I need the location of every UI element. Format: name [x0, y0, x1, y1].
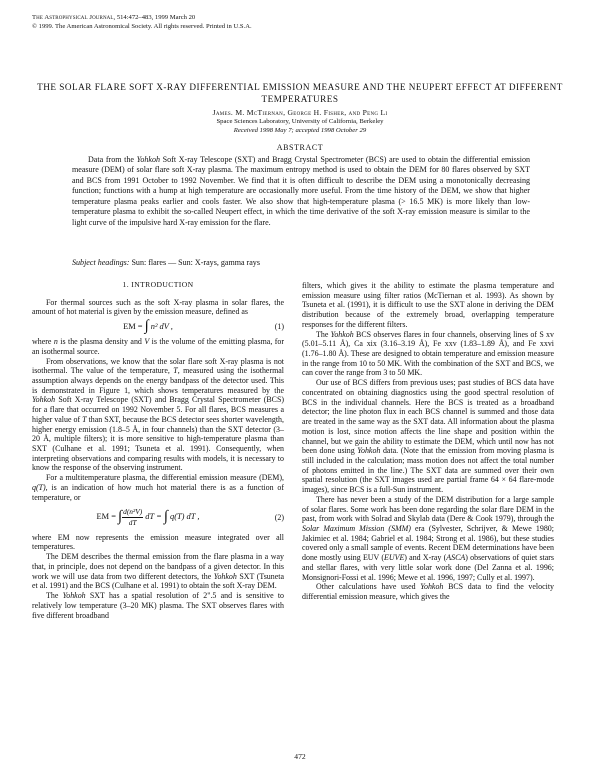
paper-title: THE SOLAR FLARE SOFT X-RAY DIFFERENTIAL EMISSION MEASURE AND THE NEUPERT EFFECT AT DIFFERENT TEMPERATURES [37, 82, 563, 104]
italic-run: T [173, 366, 178, 376]
paragraph [32, 473, 284, 502]
equation-rhs: q(T) dT , [167, 512, 200, 522]
affiliation: Space Sciences Laboratory, University of California, Berkeley [216, 118, 384, 125]
text-run: The [46, 591, 63, 601]
journal-name: The Astrophysical Journal [32, 14, 114, 21]
fraction-denominator: dT [128, 518, 137, 528]
page-number: 472 [294, 752, 306, 761]
integral-symbol: ∫ [163, 508, 168, 525]
fraction-numerator: d(n²V) [123, 507, 143, 517]
equation-lhs: EM = [123, 322, 145, 332]
subject-headings-label: Subject headings: [72, 258, 130, 267]
equation-body [32, 507, 264, 527]
text-run: There has never been a study of the DEM distribution for a large sample of solar flares. Some work has been done regarding the solar flare DEM in the past, from work with Solrad and Skylab data (Dere & Cook 1979), through the [302, 494, 554, 524]
text-run: BCS observes flares in four channels, observing lines of S xv (5.01–5.11 Å), Ca xix (3.16–3.19 Å), Fe xxv (1.83–1.89 Å), and Fe xxvi (1.76–1.80 Å). These are designed to obtain temperature and emission measure in the range from 10 to 50 MK. With the combination of the SXT and BCS, we can cover the range from 3 to 50 MK. [302, 329, 554, 378]
text-run: where [32, 337, 54, 347]
text-run: is the plasma density and [57, 337, 145, 347]
paragraph: where EM now represents the emission measure integrated over all temperatures. [32, 532, 284, 552]
text-run: data. (Note that the emission from moving plasma is still included in the calculation; mass motion does not affect the total number of photons emitted in the line.) The SXT data are summed over their own spatial resolution (the SXT images used are partial frame 64 × 64 flare-mode images), since BCS is a full-Sun instrument. [302, 446, 554, 495]
equation-mid: dT = [143, 512, 164, 522]
italic-run: Yohkoh [62, 591, 86, 601]
text-run: era (Sylvester, Schrijver, & Mewe 1980; Jakimiec et al. 1984; Gabriel et al. 1984; Strong et al. 1986), but these studies covered only a small sample of events. Recent DEM determinations have been done mostly using EUV ( [302, 523, 554, 563]
abstract-part: Data from the [88, 155, 137, 164]
text-run: than SXT, because the BCS detector sees shorter wavelength, higher energy emission (1.8–5 Å, in four channels) than the SXT detector (3–20 Å, multiple filters); it is more sensitive to high-temperature plasma than SXT (Culhane et al. 1991; Tsuneta et al. 1991). Consequently, when interpreting observations and comparing results with models, it is necessary to know the response of the observing instrument. [32, 414, 284, 473]
left-column [32, 280, 284, 620]
integral-symbol: ∫ [144, 318, 149, 335]
equation-rhs: n² dV , [148, 322, 173, 332]
text-run: From observations, we know that the solar flare soft X-ray plasma is not isothermal. The value of the temperature, [32, 356, 284, 376]
italic-run: Yohkoh [420, 582, 444, 592]
paragraph [32, 357, 284, 474]
abstract-heading: ABSTRACT [276, 143, 324, 152]
text-run: Soft X-ray Telescope (SXT) and Bragg Crystal Spectrometer (BCS) for a flare that occurred on 1992 November 5. For all flares, BCS measures a higher value of [32, 395, 284, 424]
italic-run: T [82, 414, 87, 424]
equation-number: (1) [274, 322, 284, 332]
text-run: For a multitemperature plasma, the differential emission measure (DEM), [46, 473, 284, 483]
italic-run: ASCA [446, 553, 466, 563]
equation-number: (2) [274, 512, 284, 522]
text-run: The [316, 329, 331, 339]
text-run: The DEM describes the thermal emission from the flare plasma in a way that, in principle, does not depend on the bandpass of a given detector. In this work we will use data from two different detectors, the [32, 552, 284, 581]
paragraph [302, 330, 554, 379]
paragraph: For thermal sources such as the soft X-ray plasma in solar flares, the amount of hot material is given by the emission measure, defined as [32, 297, 284, 317]
equation-lhs: EM = [96, 512, 119, 522]
author-list: James. M. McTiernan, George H. Fisher, and Peng Li [212, 108, 388, 117]
text-run: ) observations of quiet stars and stellar flares, with very little solar work done (Del Zanna et al. 1996; Monsignori-Fossi et al. 1996; Mewe et al. 1996, 1997; Cully et al. 1997). [302, 553, 554, 582]
italic-run: Solar Maximum Mission (SMM) [302, 523, 411, 533]
italic-run: V [144, 337, 150, 347]
section-heading-introduction: 1. INTRODUCTION [122, 280, 194, 289]
italic-run: EUVE [384, 553, 405, 563]
italic-run: n [53, 337, 58, 347]
paragraph [32, 337, 284, 356]
journal-header [32, 14, 252, 31]
text-run: Other calculations have used [316, 582, 421, 592]
abstract-part: Soft X-ray Telescope (SXT) and Bragg Crystal Spectrometer (BCS) are used to obtain the differential emission measure (DEM) of solar flare soft X-ray plasma. The maximum entropy method is used to obtain the DEM for 80 flares observed by SXT and BCS from 1991 October to 1992 November. We find that it is often difficult to describe the DEM using a monotonically decreasing function; functions with a hump at high temperature are occasionally more useful. From the time history of the DEM, we show that higher temperature plasma peaks earlier and cools faster. We also show that high-temperature plasma (> 16.5 MK) is more likely than low-temperature plasma to exhibit the so-called Neupert effect, in which the time derivative of the soft X-ray emission measure is similar to the light curve of the impulsive hard X-ray emission for the flare. [72, 155, 530, 227]
text-run: SXT (Tsuneta et al. 1991) and the BCS (Culhane et al. 1991) to obtain the soft X-ray DEM. [32, 571, 284, 591]
paragraph [302, 582, 554, 601]
journal-citation [32, 14, 252, 23]
copyright-line: © 1999. The American Astronomical Society. All rights reserved. Printed in U.S.A. [32, 22, 252, 30]
paragraph [32, 552, 284, 591]
abstract-yohkoh: Yohkoh [136, 155, 161, 164]
subject-headings [72, 258, 530, 267]
text-run: , measured using the isothermal assumption always depends on the energy bandpass of the detector used. This is demonstrated in Figure 1, which shows temperatures measured by the [32, 366, 284, 395]
paragraph [302, 378, 554, 495]
text-run: is the volume of the emitting plasma, for an isothermal source. [32, 337, 285, 356]
subject-headings-value: Sun: flares — Sun: X-rays, gamma rays [129, 258, 260, 267]
text-run: BCS data to find the velocity differential emission measure, which gives the [302, 582, 555, 601]
equation-body [32, 318, 264, 335]
fraction [122, 507, 143, 527]
citation-details: , 514:472–483, 1999 March 20 [113, 14, 196, 21]
text-run: SXT has a spatial resolution of 2".5 and is sensitive to relatively low temperature (3–20 MK) plasma. The SXT observes flares with five different broadband [32, 591, 284, 620]
right-column [302, 281, 554, 602]
paragraph: filters, which gives it the ability to estimate the plasma temperature and emission measure using filter ratios (McTiernan et al. 1993). As shown by Tsuneta et al. (1991), it is difficult to use the SXT alone in deriving the DEM distribution because of the extremely broad, overlapping temperature responses for the different filters. [302, 281, 554, 329]
italic-run: q(T) [32, 482, 46, 492]
integral-symbol: ∫ [118, 508, 123, 525]
text-run: ) and X-ray ( [404, 553, 447, 563]
paragraph [32, 591, 284, 620]
equation-2 [32, 507, 284, 527]
abstract-text [72, 155, 530, 228]
received-dates: Received 1998 May 7; accepted 1998 October 29 [233, 127, 367, 134]
text-run: , is an indication of how much hot material there is as a function of temperature, or [32, 482, 284, 502]
italic-run: Yohkoh [357, 446, 381, 456]
paragraph [302, 495, 554, 582]
italic-run: Yohkoh [32, 395, 56, 405]
equation-1 [32, 318, 284, 335]
italic-run: Yohkoh [213, 571, 237, 581]
text-run: Our use of BCS differs from previous uses; past studies of BCS data have concentrated on obtaining diagnostics using the good spectral resolution of BCS in the individual channels. Here the BCS is treated as a broadband detector; the line photon flux in each BCS channel is summed and those data are treated in the same way as the SXT data. All information about the plasma motion is lost, since motion affects the line shape and position within the channel, but we gain the ability to estimate the DEM, which until now has not been done using [302, 378, 554, 456]
italic-run: Yohkoh [330, 329, 354, 339]
